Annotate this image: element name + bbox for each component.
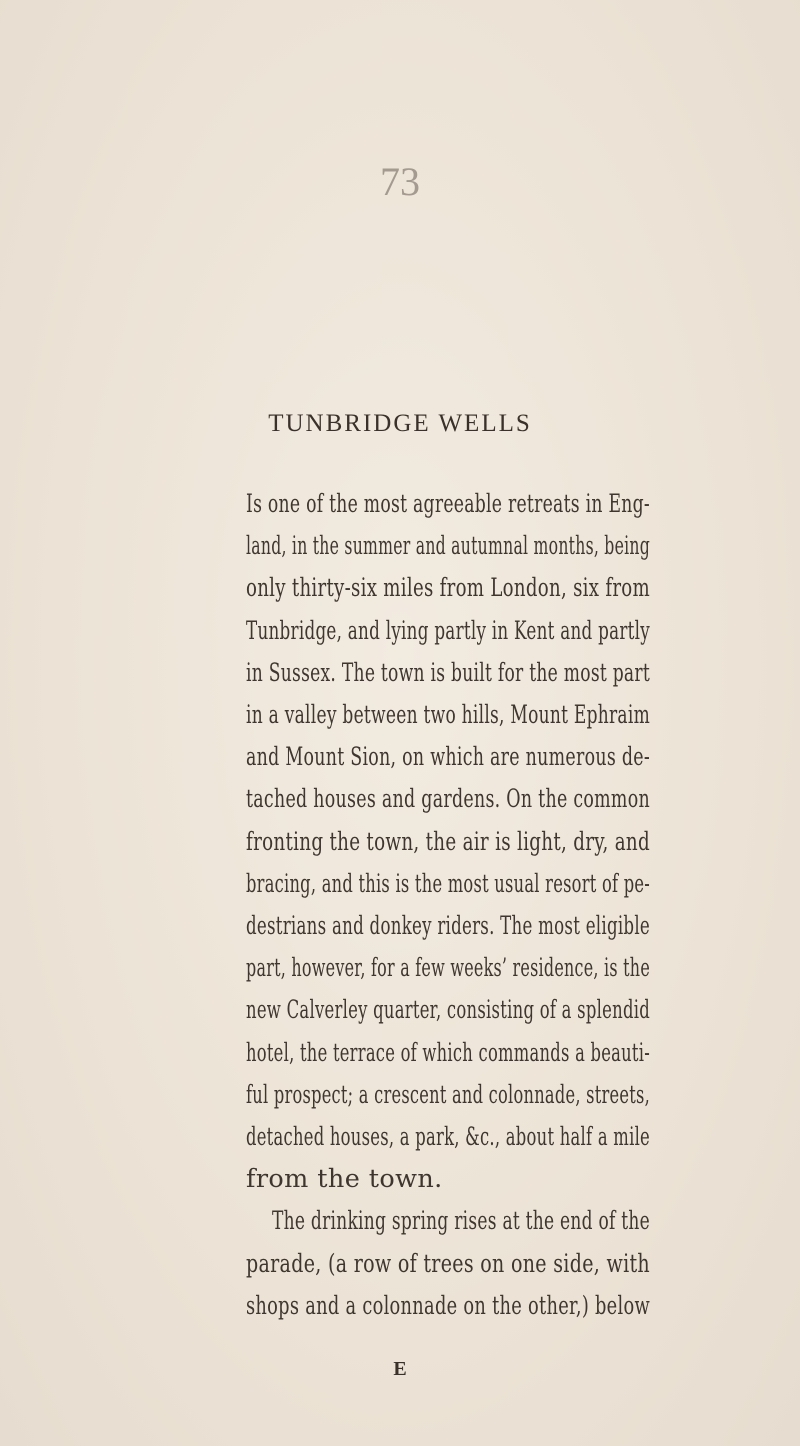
text-line: fronting the town, the air is light, dry, and	[246, 826, 650, 857]
text-line: in a valley between two hills, Mount Ephraim	[246, 700, 650, 730]
page-number: 73	[380, 159, 420, 204]
chapter-title: TUNBRIDGE WELLS	[268, 410, 532, 437]
text-line: in Sussex. The town is built for the most part	[246, 657, 650, 688]
text-line: from the town.	[246, 1164, 443, 1195]
text-line: part, however, for a few weeks’ residence, is the	[246, 953, 650, 984]
text-line: The drinking spring rises at the end of the	[272, 1206, 650, 1237]
text-line: only thirty-six miles from London, six from	[246, 573, 650, 604]
text-line: new Calverley quarter, consisting of a splendid	[246, 995, 650, 1026]
text-line: Tunbridge, and lying partly in Kent and partly	[246, 615, 650, 646]
text-line: shops and a colonnade on the other,) below	[246, 1290, 650, 1321]
text-line: tached houses and gardens. On the common	[246, 784, 650, 815]
text-line: parade, (a row of trees on one side, with	[246, 1248, 650, 1279]
text-line: and Mount Sion, on which are numerous de-	[246, 742, 650, 773]
text-line: detached houses, a park, &c., about half a mile	[246, 1122, 650, 1152]
text-line: Is one of the most agreeable retreats in Eng-	[246, 489, 650, 519]
text-line: land, in the summer and autumnal months, being	[246, 531, 650, 562]
text-line: hotel, the terrace of which commands a beauti-	[246, 1037, 650, 1068]
signature-mark: E	[393, 1358, 407, 1380]
text-line: ful prospect; a crescent and colonnade, streets,	[246, 1079, 650, 1110]
text-line: bracing, and this is the most usual resort of pe-	[246, 868, 650, 899]
text-line: destrians and donkey riders. The most eligible	[246, 911, 650, 941]
